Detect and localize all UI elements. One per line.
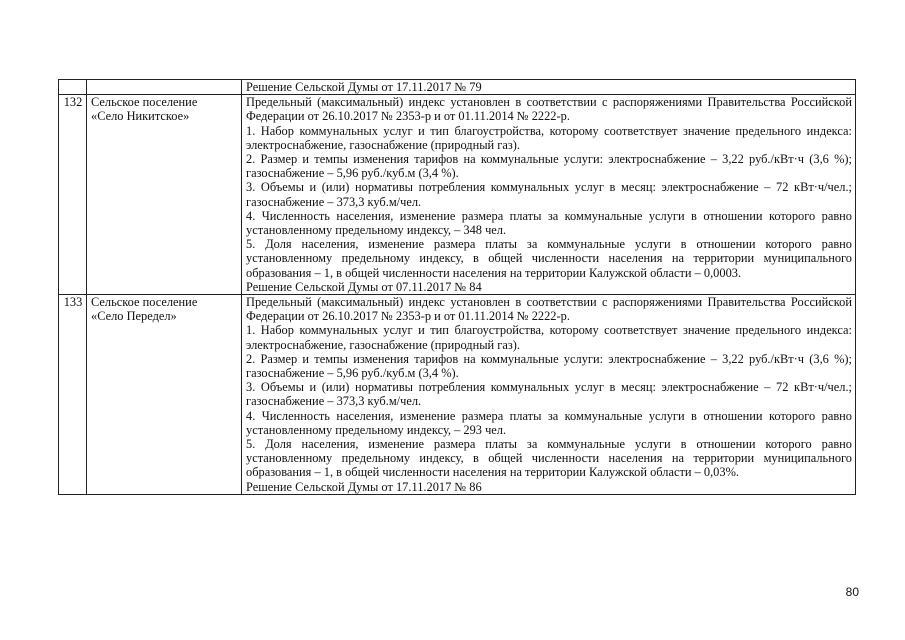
settlement-name: «Село Передел» [91, 309, 177, 324]
settlement-type: Сельское поселение [91, 295, 198, 310]
description-cell [242, 295, 856, 495]
table-row [59, 95, 856, 295]
tariff-change-item: 2. Размер и темпы изменения тарифов на коммунальные услуги: электроснабжение – 3,22 руб./кВт·ч (3,6 %); газоснабжение – 5,96 руб./куб.м (3,4 %). [246, 351, 852, 381]
index-intro: Предельный (максимальный) индекс установлен в соответствии с распоряжениями Правительства Российской Федерации от 26.10.2017 № 2353-р и от 01.11.2014 № 2222-р. [246, 295, 852, 324]
settlement-name-cell [87, 80, 242, 95]
population-share-item: 5. Доля населения, изменение размера платы за коммунальные услуги в отношении которого равно установленному предельному индексу, в общей численности населения на территории муниципального образования – 1, в общей численности населения на территории Калужской области – 0,0003. [246, 237, 852, 280]
tariff-index-table [58, 79, 856, 495]
decision-reference: Решение Сельской Думы от 17.11.2017 № 79 [246, 80, 482, 94]
index-intro: Предельный (максимальный) индекс установлен в соответствии с распоряжениями Правительства Российской Федерации от 26.10.2017 № 2353-р и от 01.11.2014 № 2222-р. [246, 95, 852, 124]
services-set-item: 1. Набор коммунальных услуг и тип благоустройства, которому соответствует значение предельного индекса: электроснабжение, газоснабжение (природный газ). [246, 323, 852, 352]
decision-reference: Решение Сельской Думы от 07.11.2017 № 84 [246, 279, 482, 294]
consumption-norms-item: 3. Объемы и (или) нормативы потребления коммунальных услуг в месяц: электроснабжение – 72 кВт·ч/чел.; газоснабжение – 373,3 куб.м/чел. [246, 380, 852, 409]
row-number-cell: 132 [59, 95, 87, 295]
population-count-item: 4. Численность населения, изменение размера платы за коммунальные услуги в отношении которого равно установленному предельному индексу, – 348 чел. [246, 208, 852, 238]
services-set-item: 1. Набор коммунальных услуг и тип благоустройства, которому соответствует значение предельного индекса: электроснабжение, газоснабжение (природный газ). [246, 123, 852, 152]
description-cell [242, 95, 856, 295]
page-number: 80 [845, 585, 859, 599]
settlement-name-cell [87, 295, 242, 495]
tariff-change-item: 2. Размер и темпы изменения тарифов на коммунальные услуги: электроснабжение – 3,22 руб./кВт·ч (3,6 %); газоснабжение – 5,96 руб./куб.м (3,4 %). [246, 152, 852, 181]
consumption-norms-item: 3. Объемы и (или) нормативы потребления коммунальных услуг в месяц: электроснабжение – 72 кВт·ч/чел.; газоснабжение – 373,3 куб.м/чел. [246, 180, 852, 209]
table-row-continuation [59, 80, 856, 95]
settlement-type: Сельское поселение [91, 95, 198, 110]
description-cell [242, 80, 856, 95]
row-number-cell: 133 [59, 295, 87, 495]
row-number-cell [59, 80, 87, 95]
table-row [59, 295, 856, 495]
settlement-name-cell [87, 95, 242, 295]
population-count-item: 4. Численность населения, изменение размера платы за коммунальные услуги в отношении которого равно установленному предельному индексу, – 293 чел. [246, 408, 852, 437]
settlement-name: «Село Никитское» [91, 109, 190, 124]
population-share-item: 5. Доля населения, изменение размера платы за коммунальные услуги в отношении которого равно установленному предельному индексу, в общей численности населения на территории муниципального образования – 1, в общей численности населения на территории Калужской области – 0,03%. [246, 437, 852, 480]
decision-reference: Решение Сельской Думы от 17.11.2017 № 86 [246, 479, 482, 494]
